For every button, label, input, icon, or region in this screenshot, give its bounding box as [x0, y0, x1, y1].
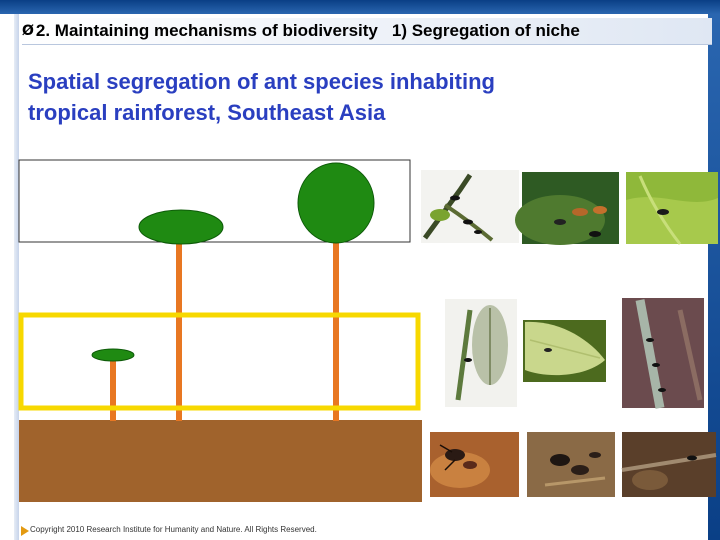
understory-highlight-box	[21, 315, 418, 408]
ants-on-soil-photo	[527, 432, 615, 497]
small-tree-crown	[92, 349, 134, 361]
heading-section: 1) Segregation of niche	[391, 21, 580, 40]
ant-on-leaf-litter-photo	[430, 432, 519, 497]
copyright-text: Copyright 2010 Research Institute for Humanity and Nature. All Rights Reserved.	[30, 525, 317, 534]
subtitle-line-1: Spatial segregation of ant species inhabiting	[28, 69, 495, 94]
ants-on-leaf-photo	[515, 172, 619, 245]
tall-tree-crown	[298, 163, 374, 243]
ant-on-twig-photo	[622, 432, 716, 497]
tall-tree-trunk	[333, 241, 339, 421]
subtitle-line-2: tropical rainforest, Southeast Asia	[28, 100, 386, 125]
ant-on-stem-photo	[421, 170, 519, 243]
ants-on-bark-photo	[622, 298, 704, 408]
ant-on-leaf-edge-photo	[523, 320, 606, 382]
ant-on-plant-photo	[445, 299, 517, 407]
heading-number: 2. Maintaining mechanisms of biodiversity	[35, 21, 378, 40]
footer-arrow-icon	[21, 526, 29, 536]
ground-layer	[19, 420, 422, 502]
medium-tree-crown	[139, 210, 223, 244]
small-tree-trunk	[110, 356, 116, 421]
medium-tree-trunk	[176, 241, 182, 421]
ant-on-green-leaf-photo	[626, 172, 718, 244]
bullet-arrow-icon: Ø	[22, 23, 34, 39]
